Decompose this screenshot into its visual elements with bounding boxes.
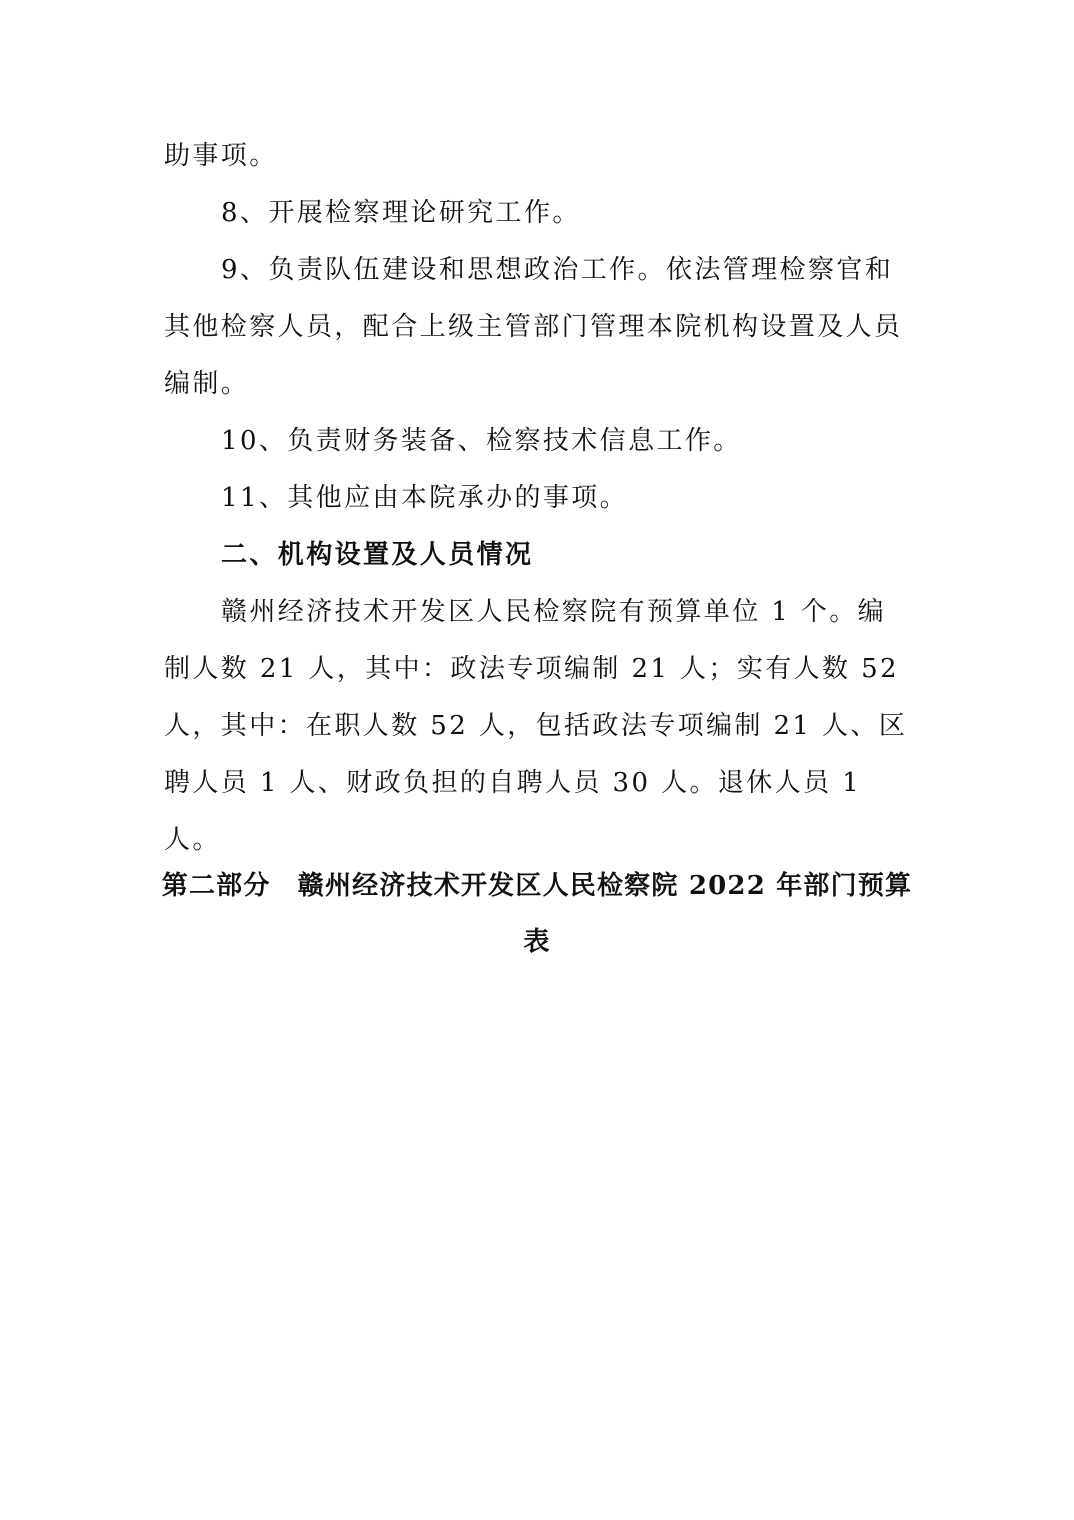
paragraph-item-8: 8、开展检察理论研究工作。 — [221, 198, 581, 228]
part-title: 第二部分 赣州经济技术开发区人民检察院 2022 年部门预算表 — [161, 871, 913, 957]
paragraph-item-10: 10、负责财务装备、检察技术信息工作。 — [221, 426, 742, 456]
document-body — [164, 128, 912, 869]
paragraph-item-11: 11、其他应由本院承办的事项。 — [221, 483, 629, 513]
section-paragraph: 赣州经济技术开发区人民检察院有预算单位 1 个。编制人数 21 人，其中：政法专项编制 21 人；实有人数 52 人，其中：在职人数 52 人，包括政法专项编制 21 人、区聘人员 1 人、财政负担的自聘人员 30 人。退休人员 1 人。 — [164, 597, 908, 855]
section-heading: 二、机构设置及人员情况 — [221, 540, 534, 570]
paragraph-item-9: 9、负责队伍建设和思想政治工作。依法管理检察官和其他检察人员，配合上级主管部门管理本院机构设置及人员编制。 — [164, 255, 903, 399]
paragraph-continuation: 助事项。 — [164, 141, 278, 171]
